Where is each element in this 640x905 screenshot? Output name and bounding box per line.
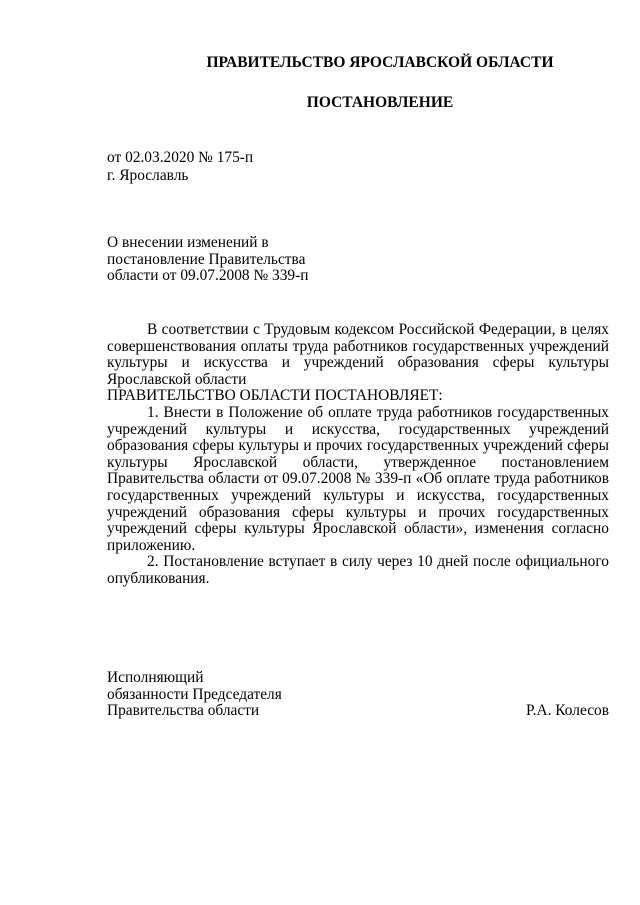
document-city: г. Ярославль	[107, 167, 189, 184]
government-title: ПРАВИТЕЛЬСТВО ЯРОСЛАВСКОЙ ОБЛАСТИ	[206, 54, 554, 71]
decree-item-2: 2. Постановление вступает в силу через 10 дней после официального опубликования.	[107, 553, 609, 587]
subject-line: области от 09.07.2008 № 339-п	[107, 267, 309, 285]
decree-statement: ПРАВИТЕЛЬСТВО ОБЛАСТИ ПОСТАНОВЛЯЕТ:	[107, 387, 443, 405]
signer-name: Р.А. Колесов	[526, 702, 609, 720]
signer-title-line: Правительства области	[107, 702, 260, 720]
document-date-number: от 02.03.2020 № 175-п	[107, 149, 254, 166]
preamble-paragraph: В соответствии с Трудовым кодексом Российской Федерации, в целях совершенствования оплаты труда работников государственных учреждений культуры и искусства и учреждений образования сферы культуры Ярославской области	[107, 321, 609, 388]
signature-block	[107, 670, 609, 720]
document-type: ПОСТАНОВЛЕНИЕ	[306, 94, 454, 111]
signer-title-line: Исполняющий	[107, 669, 204, 686]
document-body	[107, 322, 609, 588]
subject-line: О внесении изменений в	[107, 234, 269, 251]
decree-item-1: 1. Внести в Положение об оплате труда работников государственных учреждений культуры и искусства, государственных учреждений образования сферы культуры и прочих государственных учреждений сферы культуры Ярославской области, утвержденное постановлением Правительства области от 09.07.2008 № 339-п «Об оплате труда работников государственных учреждений культуры и искусства, государственных учреждений образования сферы культуры и прочих государственных учреждений сферы культуры Ярославской области», изменения согласно приложению.	[107, 403, 609, 554]
signer-title-line: обязанности Председателя	[107, 685, 282, 703]
subject-line: постановление Правительства	[107, 250, 306, 268]
document-subject	[107, 235, 347, 285]
